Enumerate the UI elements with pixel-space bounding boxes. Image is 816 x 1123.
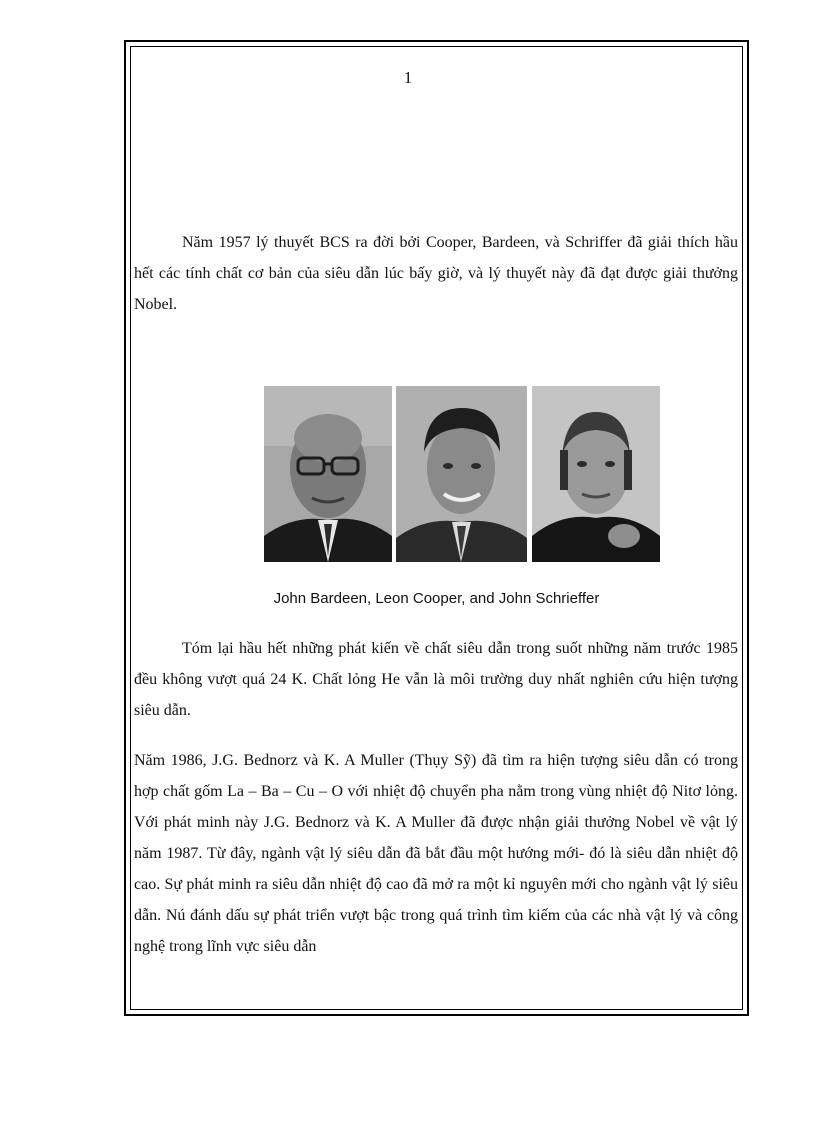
portrait-photos — [264, 386, 660, 562]
paragraph-bcs-theory: Năm 1957 lý thuyết BCS ra đời bởi Cooper, Bardeen, và Schriffer đã giải thích hầu hết các tính chất cơ bản của siêu dẫn lúc bấy giờ, và lý thuyết này đã đạt được giải thưởng Nobel. — [134, 234, 738, 313]
photo-leon-cooper — [396, 386, 527, 562]
figure-caption: John Bardeen, Leon Cooper, and John Schrieffer — [273, 590, 600, 607]
paragraph-bednorz-muller: Năm 1986, J.G. Bednorz và K. A Muller (Thụy Sỹ) đã tìm ra hiện tượng siêu dẫn có trong hợp chất gốm La – Ba – Cu – O với nhiệt độ chuyển pha nằm trong vùng nhiệt độ Nitơ lỏng. Với phát minh này J.G. Bednorz và K. A Muller đã được nhận giải thưởng Nobel về vật lý năm 1987. Từ đây, ngành vật lý siêu dẫn đã bắt đầu một hướng mới- đó là siêu dẫn nhiệt độ cao. Sự phát minh ra siêu dẫn nhiệt độ cao đã mở ra một kỉ nguyên mới cho ngành vật lý siêu dẫn. Nú đánh dấu sự phát triển vượt bậc trong quá trình tìm kiếm của các nhà vật lý và công nghệ trong lĩnh vực siêu dẫn — [134, 752, 738, 955]
paragraph-summary: Tóm lại hầu hết những phát kiến về chất siêu dẫn trong suốt những năm trước 1985 đều không vượt quá 24 K. Chất lỏng He vẫn là môi trường duy nhất nghiên cứu hiện tượng siêu dẫn. — [134, 640, 738, 719]
photo-john-bardeen — [264, 386, 392, 562]
photo-john-schrieffer — [532, 386, 660, 562]
page-number: 1 — [403, 68, 413, 87]
